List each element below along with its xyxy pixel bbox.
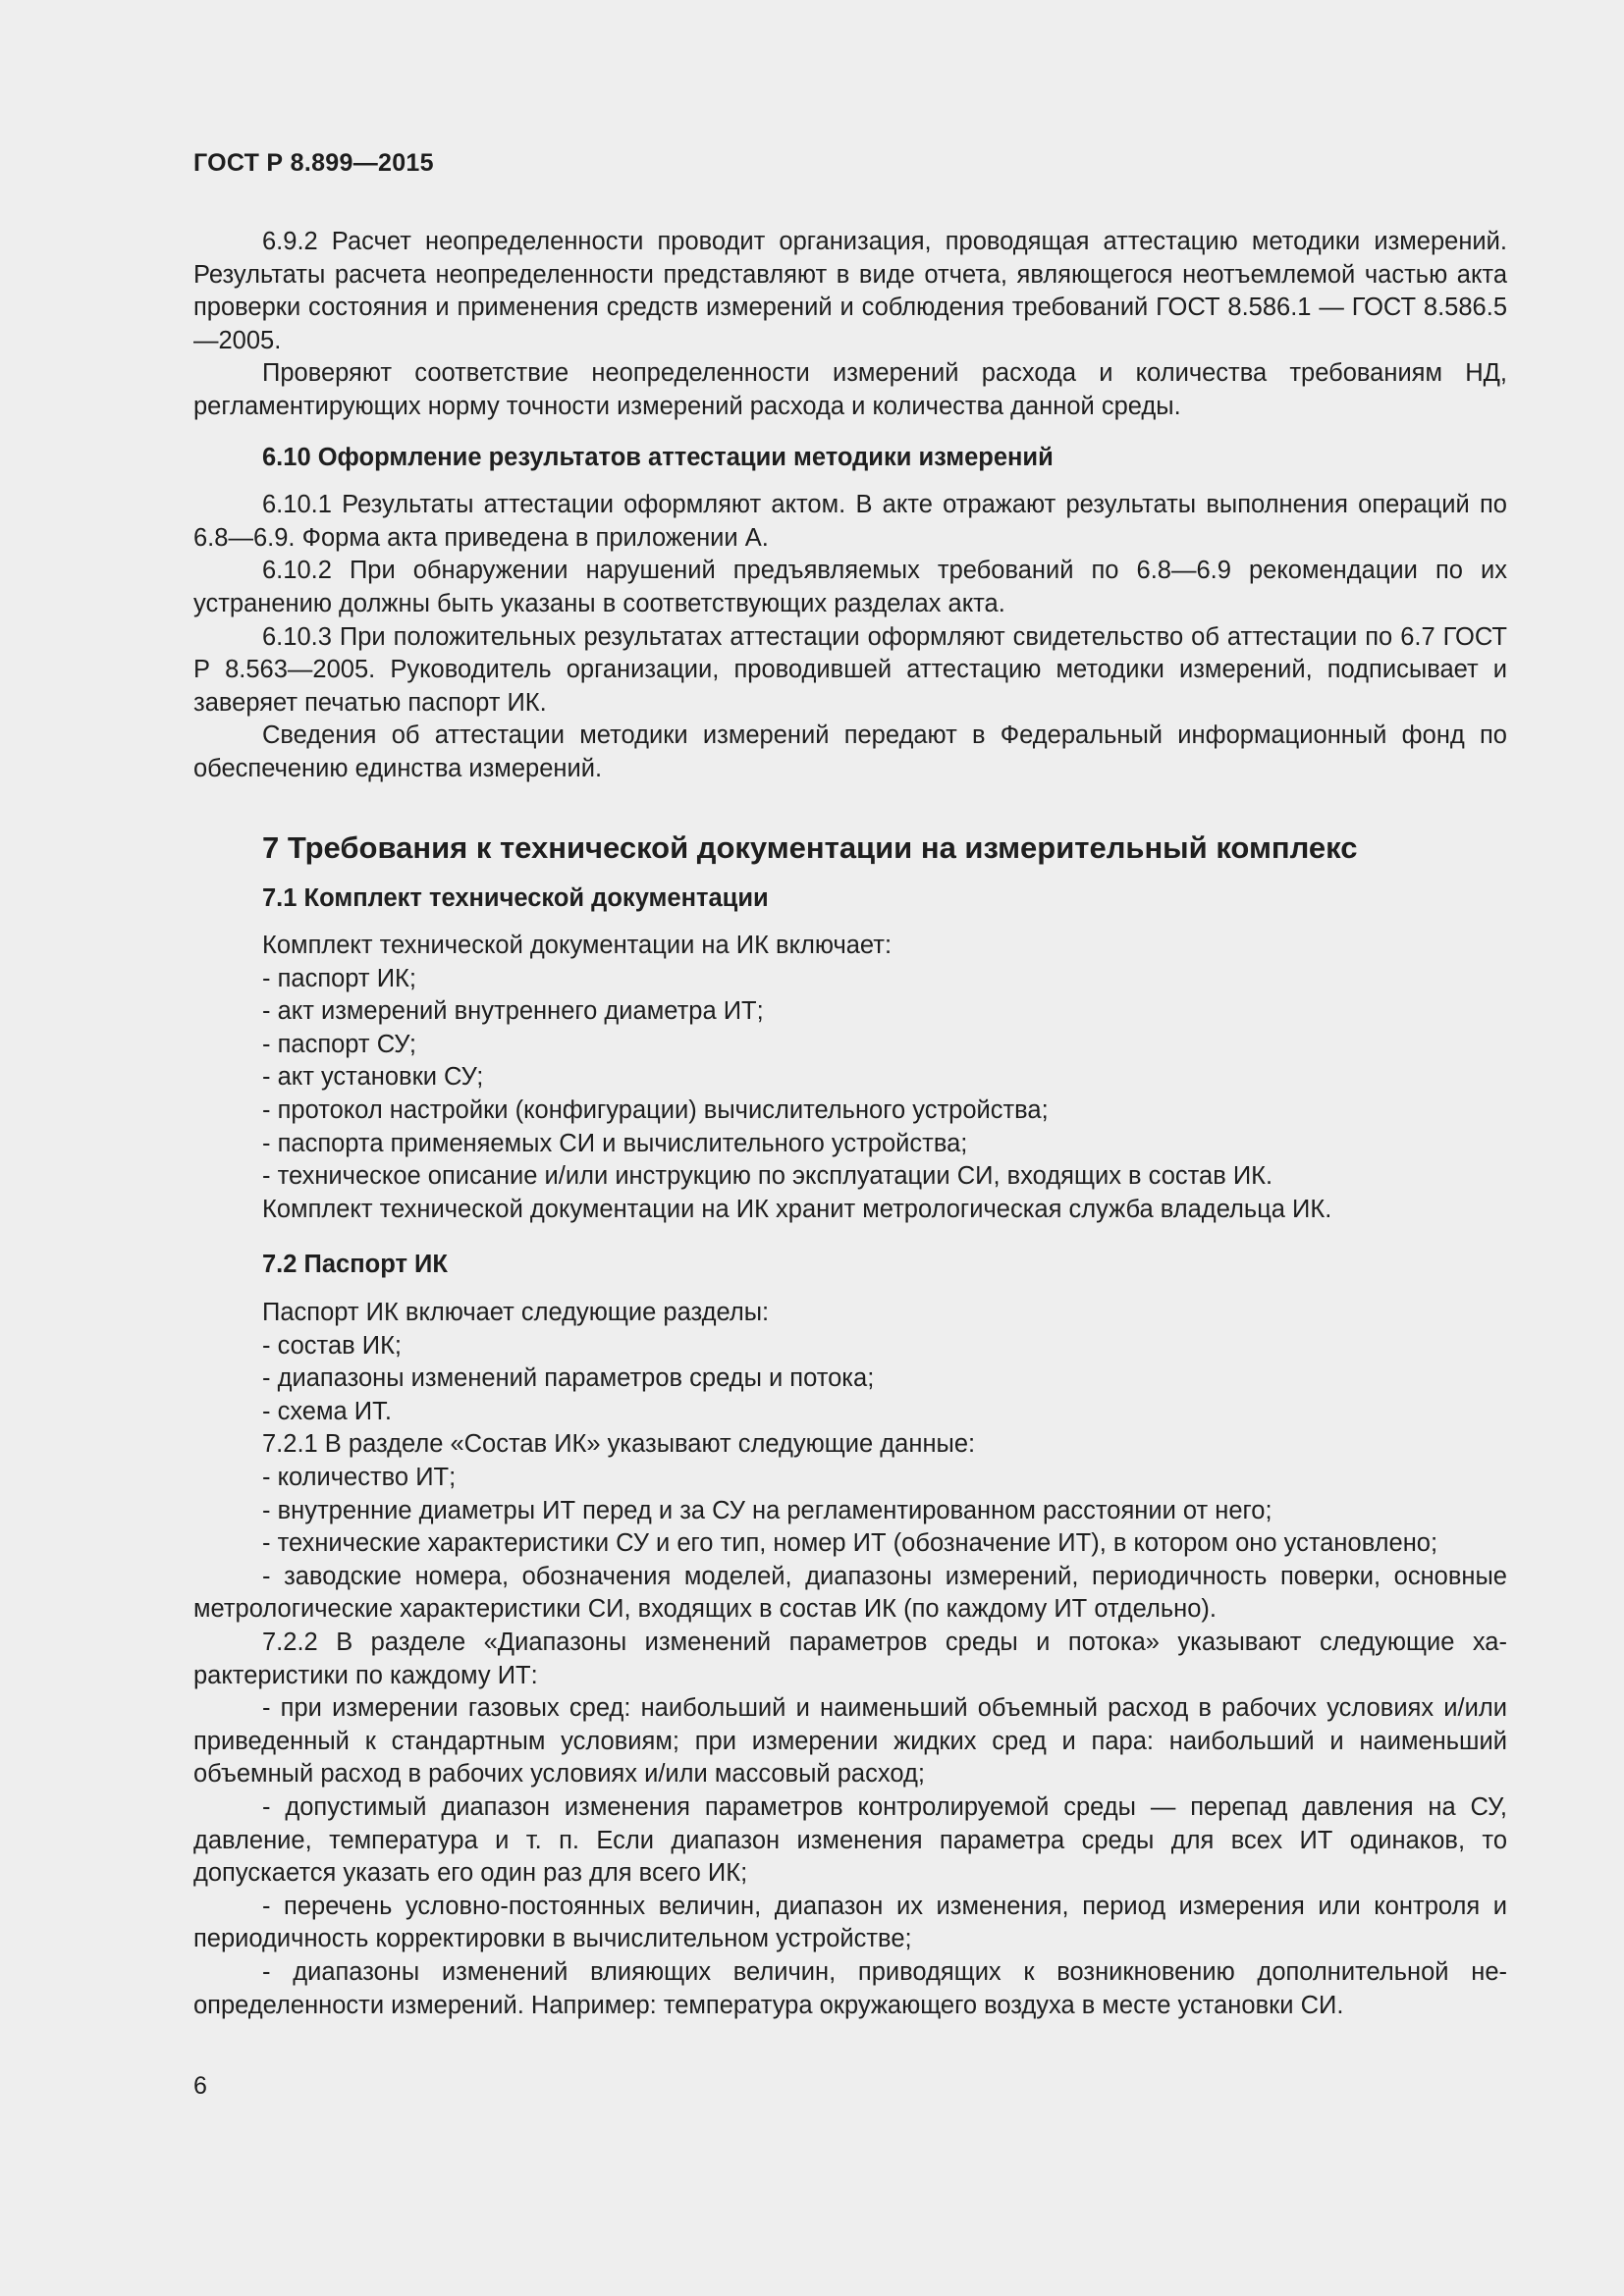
list-item: - паспорт СУ;	[262, 1030, 416, 1058]
paragraph-7-2-2-gas: - при измерении газовых сред: наибольший и наименьший объемный расход в рабочих условиях и/или приведенный к стандартным условиям; при измерении жидких сред и пара: наибольший и наименьший объемный расход в рабочих условиях и/или массовый расход;	[193, 1694, 1507, 1789]
paragraph-7-2-2-constants: - перечень условно-постоянных величин, диапазон их изменения, период измерения или контроля и периодичность корректировки в вычислительном устройстве;	[193, 1892, 1507, 1953]
heading-7-1: 7.1 Комплект технической документации	[262, 883, 769, 912]
document-body	[193, 226, 1507, 2022]
list-item: - паспорт ИК;	[262, 964, 416, 992]
paragraph-7-1-outro: Комплект технической документации на ИК хранит метрологическая служба владельца ИК.	[262, 1195, 1332, 1223]
paragraph-7-2-2-influence: - диапазоны изменений влияющих величин, приводящих к возникновению дополнительной неопределенности измерений. Например: температура окружающего воздуха в месте установки СИ.	[193, 1957, 1507, 2019]
paragraph-6-10-1: 6.10.1 Результаты аттестации оформляют актом. В акте отражают результаты выполнения операций по 6.8—6.9. Форма акта приведена в приложении А.	[193, 491, 1507, 552]
list-item: - количество ИТ;	[262, 1464, 457, 1491]
paragraph-7-2-2-range: - допустимый диапазон изменения параметров контролируемой среды — перепад давления на СУ, давление, температура и т. п. Если диапазон изменения параметра среды для всех ИТ одинаков, то допускается указать его один раз для всего ИК;	[193, 1792, 1507, 1888]
list-item: - паспорта применяемых СИ и вычислительного устройства;	[262, 1129, 968, 1157]
list-item: - акт измерений внутреннего диаметра ИТ;	[262, 997, 764, 1026]
paragraph-7-1-intro: Комплект технической документации на ИК включает:	[262, 932, 893, 960]
heading-6-10: 6.10 Оформление результатов аттестации методики измерений	[262, 443, 1054, 471]
paragraph-7-2-intro: Паспорт ИК включает следующие разделы:	[262, 1299, 770, 1327]
list-item: - техническое описание и/или инструкцию по эксплуатации СИ, входящих в состав ИК.	[262, 1162, 1273, 1191]
paragraph-7-2-1-characteristics: - технические характеристики СУ и его тип, номер ИТ (обозначение ИТ), в котором оно установлено;	[262, 1529, 1438, 1558]
page-number: 6	[193, 2072, 207, 2100]
document-header-code: ГОСТ Р 8.899—2015	[193, 149, 434, 177]
paragraph-6-9-2-check: Проверяют соответствие неопределенности измерений расхода и количества требованиям НД, регламентирующих норму точности измерений расхода и количества данной среды.	[193, 359, 1507, 420]
list-item: - внутренние диаметры ИТ перед и за СУ на регламентированном расстоянии от него;	[262, 1496, 1272, 1524]
paragraph-6-10-info: Сведения об аттестации методики измерений передают в Федеральный информационный фонд по обеспечению единства измерений.	[193, 721, 1507, 782]
list-item: - диапазоны изменений параметров среды и потока;	[262, 1364, 875, 1393]
heading-section-7: 7 Требования к технической документации на измерительный комплекс	[262, 829, 1358, 865]
paragraph-6-10-3: 6.10.3 При положительных результатах аттестации оформляют свидетельство об аттестации по 6.7 ГОСТ Р 8.563—2005. Руководитель организации, проводившей аттестацию методики измерений, подписывает и заверяет печатью паспорт ИК.	[193, 622, 1507, 717]
paragraph-7-2-1: 7.2.1 В разделе «Состав ИК» указывают следующие данные:	[262, 1430, 976, 1459]
list-item: - схема ИТ.	[262, 1397, 392, 1425]
list-item: - протокол настройки (конфигурации) вычислительного устройства;	[262, 1096, 1049, 1125]
list-item: - акт установки СУ;	[262, 1063, 484, 1092]
paragraph-7-2-1-serials: - заводские номера, обозначения моделей, диапазоны измерений, периодичность поверки, основные метрологические характеристики СИ, входящих в состав ИК (по каждому ИТ отдельно).	[193, 1562, 1507, 1624]
paragraph-6-10-2: 6.10.2 При обнаружении нарушений предъявляемых требований по 6.8—6.9 рекомендации по их устранению должны быть указаны в соответствующих разделах акта.	[193, 557, 1507, 617]
paragraph-7-2-2: 7.2.2 В разделе «Диапазоны изменений параметров среды и потока» указывают следующие характеристики по каждому ИТ:	[193, 1628, 1507, 1689]
paragraph-6-9-2: 6.9.2 Расчет неопределенности проводит организация, проводящая аттестацию методики измерений. Результаты расчета неопределенности представляют в виде отчета, являющегося неотъемлемой частью акта проверки состояния и применения средств измерений и соблюдения требований ГОСТ 8.586.1 — ГОСТ 8.586.5—2005.	[193, 228, 1507, 354]
list-item: - состав ИК;	[262, 1331, 403, 1360]
heading-7-2: 7.2 Паспорт ИК	[262, 1251, 448, 1279]
